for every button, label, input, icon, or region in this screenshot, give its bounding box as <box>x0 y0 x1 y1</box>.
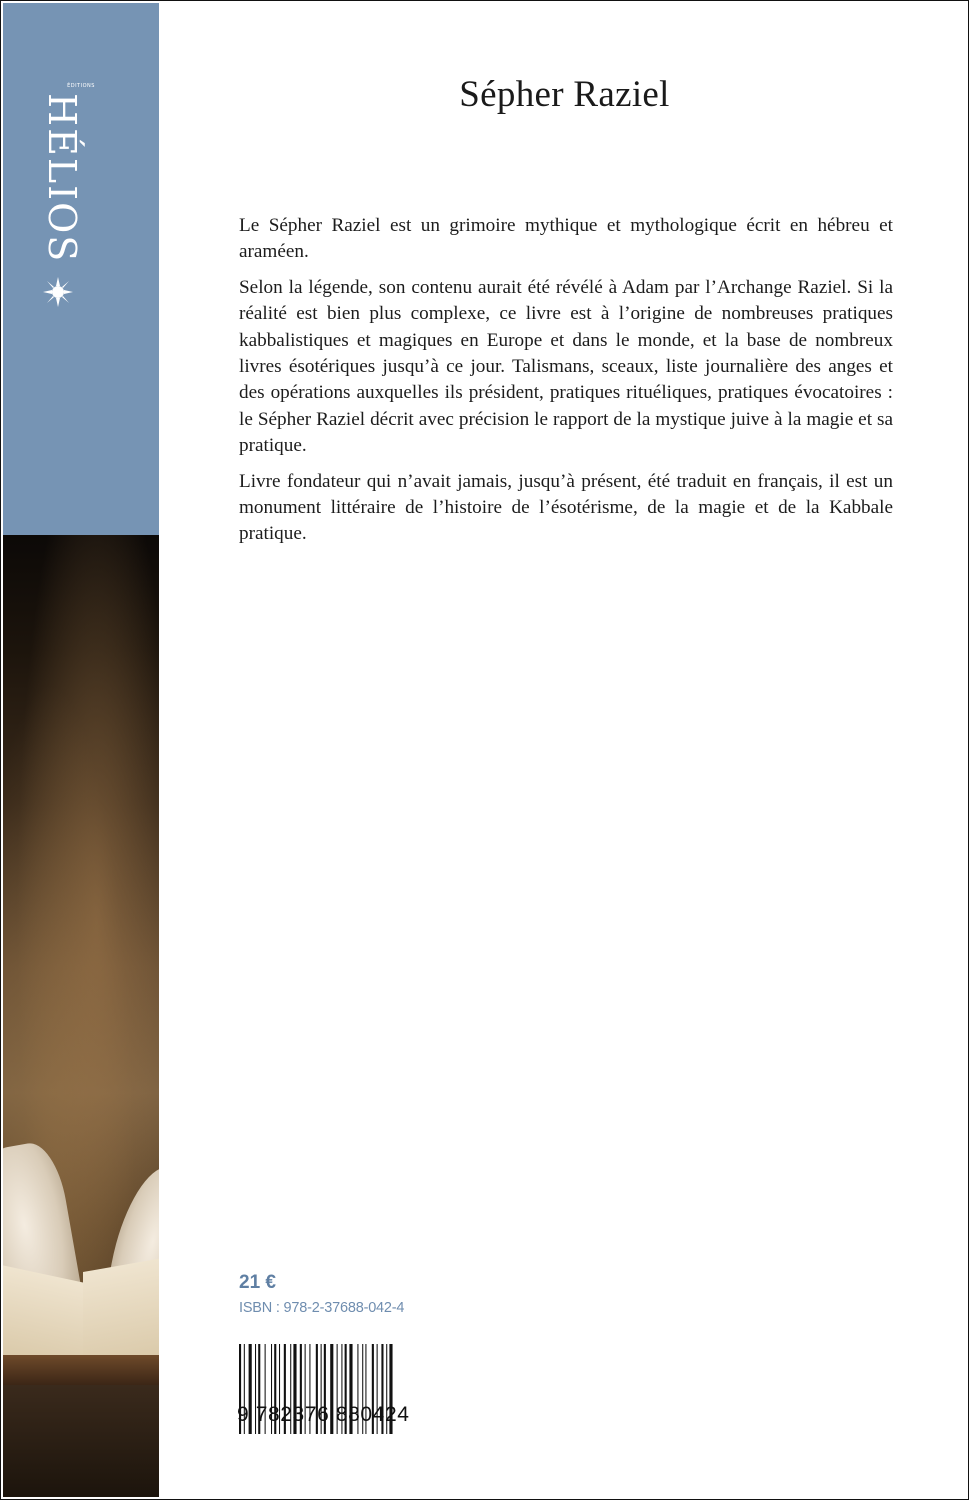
spine-panel <box>3 3 159 1497</box>
publisher-name-vertical <box>40 93 84 307</box>
barcode-digits: 9 782376 880424 <box>237 1403 410 1426</box>
publisher-editions-label: ÉDITIONS <box>67 83 95 89</box>
isbn: ISBN : 978-2-37688-042-4 <box>239 1300 405 1316</box>
price: 21 € <box>239 1272 276 1293</box>
back-cover-blurb <box>239 213 893 557</box>
book-title: Sépher Raziel <box>459 74 670 115</box>
publisher-logo <box>40 83 105 273</box>
blurb-paragraph: Livre fondateur qui n’avait jamais, jusqu’à présent, été traduit en français, il est un monument littéraire de l’histoire de l’ésotérisme, de la magie et de la Kabbale pratique. <box>239 470 893 545</box>
blurb-paragraph: Le Sépher Raziel est un grimoire mythique et mythologique écrit en hébreu et araméen. <box>239 215 893 263</box>
sun-icon <box>44 277 74 307</box>
blurb-paragraph: Selon la légende, son contenu aurait été révélé à Adam par l’Archange Raziel. Si la réalité est bien plus complexe, ce livre est à l’origine de nombreuses pratiques kabbalistiques et magiques en Europe et dans le monde, et la base de nombreux livres ésotériques jusqu’à ce jour. Talismans, sceaux, liste journalière des anges et des opérations auxquelles ils président, pratiques rituéliques, pratiques évocatoires : le Sépher Raziel décrit avec précision le rapport de la mystique juive à la magie et sa pratique. <box>239 276 893 457</box>
spine-illustration <box>3 535 159 1497</box>
wooden-table <box>3 1385 159 1497</box>
publisher-name: HÉLIOS <box>40 93 84 264</box>
open-book-cover <box>3 1355 159 1385</box>
